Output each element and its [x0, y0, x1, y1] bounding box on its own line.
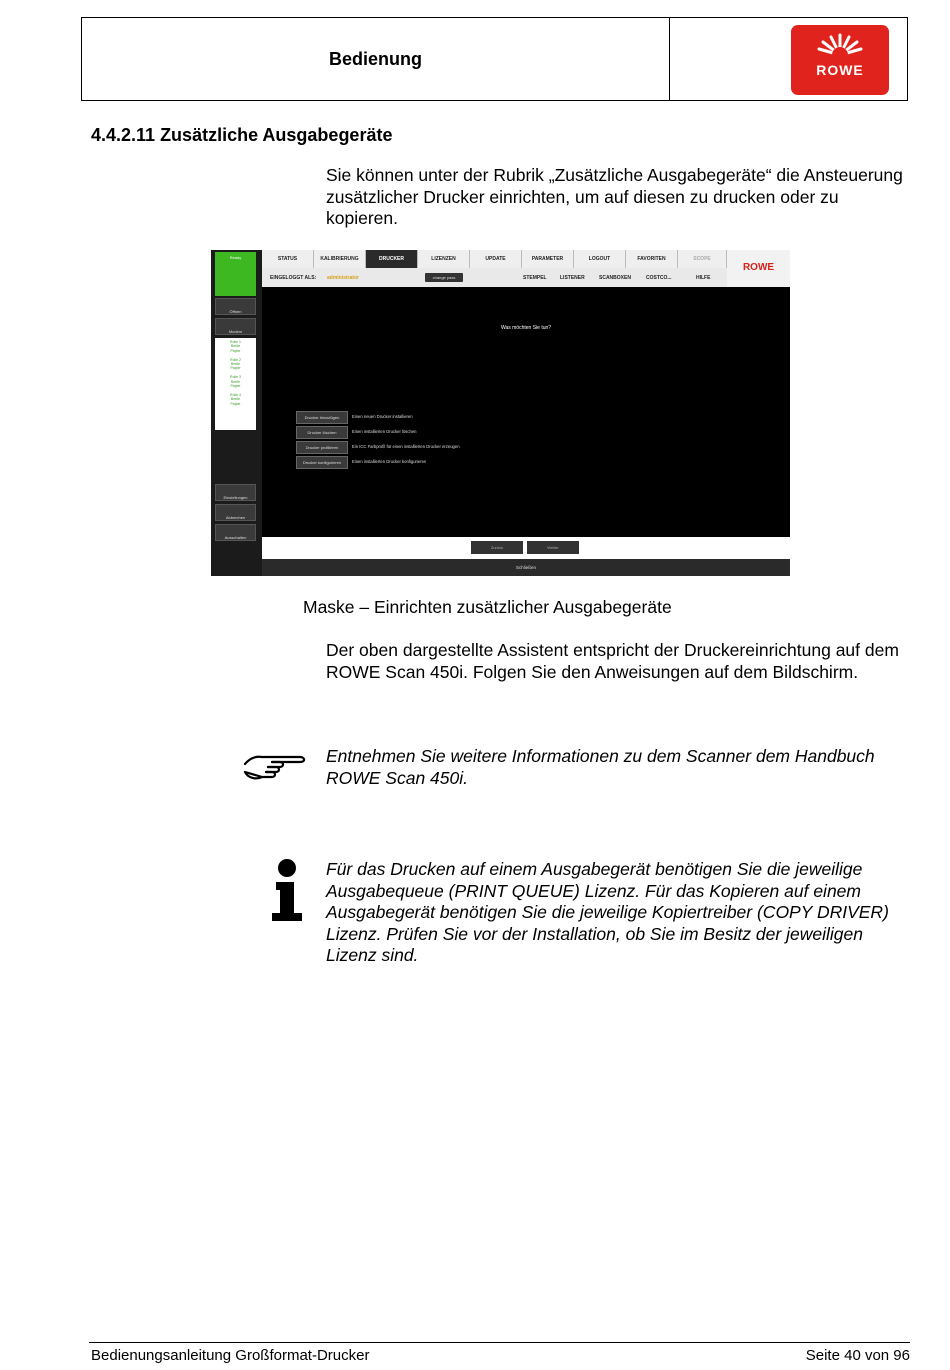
add-printer-button[interactable]: Drucker hinzufügen [296, 411, 348, 424]
change-password-button[interactable]: change pass [425, 273, 463, 282]
footer-divider [89, 1342, 910, 1343]
screenshot-printer-wizard [211, 250, 790, 576]
option-description: Einen installierten Drucker konfigurieren [352, 459, 427, 464]
section-title: 4.4.2.11 Zusätzliche Ausgabegeräte [91, 125, 393, 145]
pointing-hand-icon [242, 750, 308, 784]
subtab-listener[interactable]: LISTENER [560, 275, 585, 281]
sidebar-button-label: Modem [228, 329, 243, 334]
sidebar-button-label: Ausschalten [224, 535, 247, 540]
subtab-costco[interactable]: COSTCO... [646, 275, 672, 281]
sidebar [211, 250, 262, 576]
note-info-text: Für das Drucken auf einem Ausgabegerät benötigen Sie die jeweilige Ausgabequeue (PRINT QUEUE) Lizenz. Für das Kopieren auf einem Ausgabegerät benötigen Sie die jeweilige Kopiertreiber (COPY DRIVER) Lizenz. Prüfen Sie vor der Installation, ob Sie im Besitz der jeweiligen Lizenz sind. [326, 859, 889, 966]
note-hand-text: Entnehmen Sie weitere Informationen zu dem Scanner dem Handbuch ROWE Scan 450i. [326, 746, 875, 788]
delete-printer-button[interactable]: Drucker löschen [296, 426, 348, 439]
figure-caption: Maske – Einrichten zusätzlicher Ausgabegeräte [303, 597, 672, 617]
modem-button[interactable] [215, 318, 256, 335]
tab-printer[interactable]: DRUCKER [366, 250, 418, 268]
logged-in-label: EINGELOGGT ALS: [270, 275, 317, 281]
sidebar-button-label: Einstellungen [223, 495, 248, 500]
rowe-logo [791, 25, 889, 95]
sub-navigation [262, 268, 727, 287]
logo-text: ROWE [742, 262, 775, 273]
tab-scope[interactable]: SCOPE [678, 250, 727, 268]
subtab-stamp[interactable]: STEMPEL [523, 275, 547, 281]
tab-calibration[interactable]: KALIBRIERUNG [314, 250, 366, 268]
tab-update[interactable]: UPDATE [470, 250, 522, 268]
back-button[interactable]: Zurück [471, 541, 523, 554]
subtab-scanboxes[interactable]: SCANBOXEN [599, 275, 631, 281]
footer-manual-title: Bedienungsanleitung Großformat-Drucker [91, 1347, 370, 1364]
profile-printer-button[interactable]: Drucker profilieren [296, 441, 348, 454]
option-description: Ein ICC Farbprofil für einen installierten Drucker erzeugen [352, 444, 460, 449]
configure-printer-button[interactable]: Drucker konfigurieren [296, 456, 348, 469]
sidebar-button-label: Öffnen [229, 309, 242, 314]
sidebar-button-label: Abbrechen [225, 515, 246, 520]
cancel-button[interactable] [215, 504, 256, 521]
settings-button[interactable] [215, 484, 256, 501]
footer-page-number: Seite 40 von 96 [805, 1347, 910, 1364]
close-button[interactable]: Schließen [262, 559, 790, 576]
tab-parameters[interactable]: PARAMETER [522, 250, 574, 268]
tab-licenses[interactable]: LIZENZEN [418, 250, 470, 268]
tab-logout[interactable]: LOGOUT [574, 250, 626, 268]
header-title: Bedienung [82, 18, 670, 100]
open-button[interactable] [215, 298, 256, 315]
option-description: Einen installierten Drucker löschen [352, 429, 417, 434]
option-description: Einen neuen Drucker installieren [352, 414, 413, 419]
rowe-logo-small [727, 250, 790, 287]
top-navigation [262, 250, 727, 268]
logo-text: ROWE [816, 62, 864, 78]
tab-favorites[interactable]: FAVORITEN [626, 250, 678, 268]
next-button[interactable]: Weiter [527, 541, 579, 554]
page-header [81, 17, 908, 101]
roll-info-panel: Rolle 1 Breite Papier Rolle 2 Breite Papier Rolle 3 Breite Papier Rolle 4 Breite Papier [215, 338, 256, 430]
status-tile: Ready [215, 252, 256, 296]
intro-paragraph: Sie können unter der Rubrik „Zusätzliche Ausgabegeräte“ die Ansteuerung zusätzlicher Drucker einrichten, um auf diesen zu drucken oder zu kopieren. [326, 165, 903, 229]
subtab-help[interactable]: HILFE [696, 275, 711, 281]
tab-status[interactable]: STATUS [262, 250, 314, 268]
wizard-question: Was möchten Sie tun? [500, 325, 552, 331]
wizard-footer [262, 537, 790, 559]
power-off-button[interactable] [215, 524, 256, 541]
description-paragraph: Der oben dargestellte Assistent entspricht der Druckereinrichtung auf dem ROWE Scan 450i. Folgen Sie den Anweisungen auf dem Bildschirm. [326, 640, 899, 682]
info-icon [268, 858, 306, 922]
logged-in-user: administrator [327, 275, 359, 281]
